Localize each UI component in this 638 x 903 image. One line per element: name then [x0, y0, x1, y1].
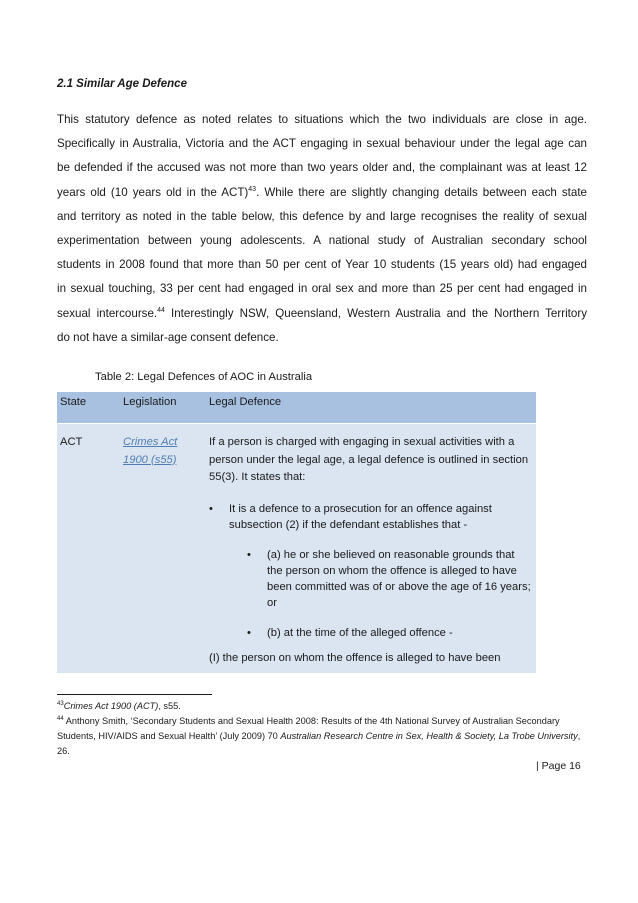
table-header-row — [57, 392, 536, 424]
paragraph-line: do not have a similar-age consent defence. — [57, 330, 279, 344]
paragraph-line: years old (10 years old in the ACT)$^{43}$. While there are slightly changing details between each state — [57, 185, 587, 199]
bullet-text: (a) he or she believed on reasonable grounds that the person on whom the offence is alleged to have been committed was of or above the age of 16 years; or — [267, 548, 531, 609]
footnote-ref-44[interactable]: 44 — [157, 306, 165, 314]
cell-state: ACT — [57, 424, 120, 673]
header-legislation: Legislation — [120, 392, 206, 424]
footnote-43: $^{43}$Crimes Act 1900 (ACT), s55. — [57, 700, 181, 711]
bullet-text: It is a defence to a prosecution for an offence against subsection (2) if the defendant establishes that - — [229, 502, 492, 531]
bullet-item — [247, 547, 533, 611]
bullet-text: (b) at the time of the alleged offence - — [267, 626, 453, 639]
table-caption: Table 2: Legal Defences of AOC in Australia — [95, 371, 313, 383]
defence-intro: If a person is charged with engaging in sexual activities with a person under the legal age, a legal defence is outlined in section 55(3). It states that: — [209, 436, 529, 484]
bullet-item — [209, 501, 533, 533]
paragraph-line: and territory as noted in the table below, this defence by and large recognises the reality of sexual — [57, 209, 587, 223]
cell-legal-defence — [206, 424, 536, 673]
legal-defences-table — [57, 392, 536, 673]
paragraph-line: Specifically in Australia, Victoria and the ACT engaging in sexual behaviour under the legal age can — [57, 137, 587, 151]
bullet-item — [247, 625, 533, 643]
bullet-mark: • — [209, 502, 213, 515]
page-number: | Page 16 — [536, 760, 581, 772]
paragraph-line: be defended if the accused was not more than two years older and, the complainant was at least 12 — [57, 161, 587, 175]
footnote-ref-43[interactable]: 43 — [248, 185, 257, 193]
footnote-separator — [57, 694, 212, 695]
paragraph-line: sexual intercourse.$^{44}$ Interestingly NSW, Queensland, Western Australia and the Northern Territory — [57, 306, 588, 320]
footnote-44: $^{44}$ Anthony Smith, ‘Secondary Students and Sexual Health 2008: Results of the 4th National Survey of Australian Secondary Students, HIV/AIDS and Sexual Health’ (July 2009) 70 Australian Research Centre in Sex, Health & Society, La Trobe University, 26. — [57, 715, 581, 756]
defence-continuation: (I) the person on whom the offence is alleged to have been — [209, 652, 501, 665]
header-state: State — [57, 392, 120, 424]
table-row — [57, 424, 536, 673]
bullet-mark: • — [247, 626, 251, 639]
section-heading: 2.1 Similar Age Defence — [57, 78, 187, 90]
header-legal-defence: Legal Defence — [206, 392, 536, 424]
cell-legislation — [120, 424, 206, 673]
footnotes — [57, 699, 587, 759]
paragraph-line: experimentation between young adolescents. A national study of Australian secondary school — [57, 234, 587, 248]
paragraph-line: in sexual touching, 33 per cent had engaged in oral sex and more than 25 per cent had engaged in — [57, 282, 587, 296]
body-paragraph — [57, 108, 587, 350]
bullet-mark: • — [247, 548, 251, 561]
paragraph-line: This statutory defence as noted relates to situations which the two individuals are close in age. — [57, 113, 587, 126]
paragraph-line: students in 2008 found that more than 50 per cent of Year 10 students (15 years old) had engaged — [57, 258, 587, 272]
legislation-link[interactable]: Crimes Act 1900 (s55) — [123, 436, 178, 466]
